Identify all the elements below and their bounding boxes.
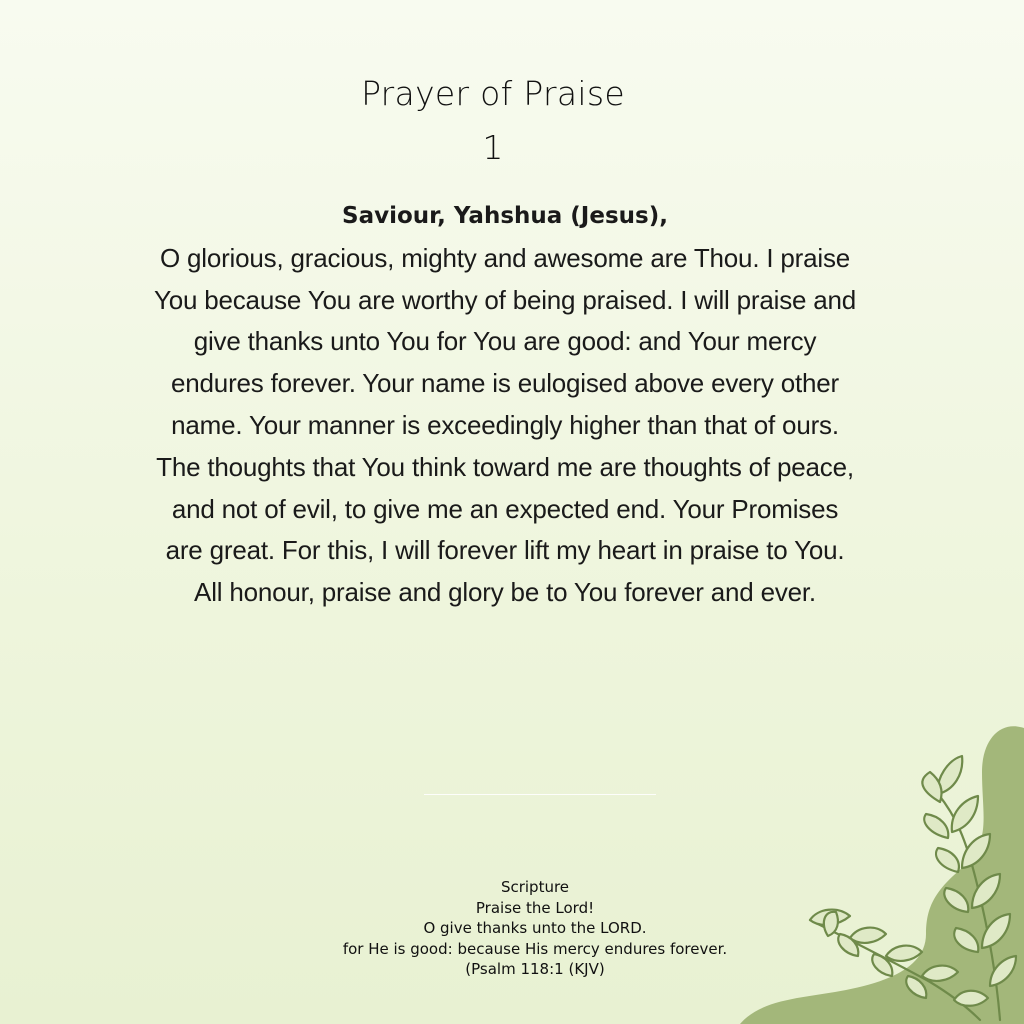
prayer-body — [150, 196, 860, 614]
scripture-reference: (Psalm 118:1 (KJV) — [465, 960, 605, 978]
scripture-line: O give thanks unto the LORD. — [423, 919, 647, 937]
decor-blob — [740, 726, 1024, 1024]
prayer-paragraph: O glorious, gracious, mighty and awesome are Thou. I praise You because You are worthy of being praised. I will praise and give thanks unto You for You are good: and Your mercy endures forever. Your name is eulogised above every other name. Your manner is exceedingly higher than that of ours. The thoughts that You think toward me are thoughts of peace, and not of evil, to give me an expected end. Your Promises are great. For this, I will forever lift my heart in praise to You. — [153, 242, 857, 566]
scripture-heading: Scripture — [500, 878, 570, 896]
page-title: Prayer of Praise — [361, 74, 625, 113]
scripture-line: Praise the Lord! — [475, 898, 595, 917]
prayer-closing: All honour, praise and glory be to You forever and ever. — [194, 577, 816, 608]
leafy-branch-icon — [700, 720, 1024, 1024]
divider — [424, 794, 656, 795]
prayer-salutation: Saviour, Yahshua (Jesus), — [342, 203, 668, 229]
scripture-line: for He is good: because His mercy endures forever. — [342, 939, 728, 958]
page-number: 1 — [482, 128, 504, 167]
